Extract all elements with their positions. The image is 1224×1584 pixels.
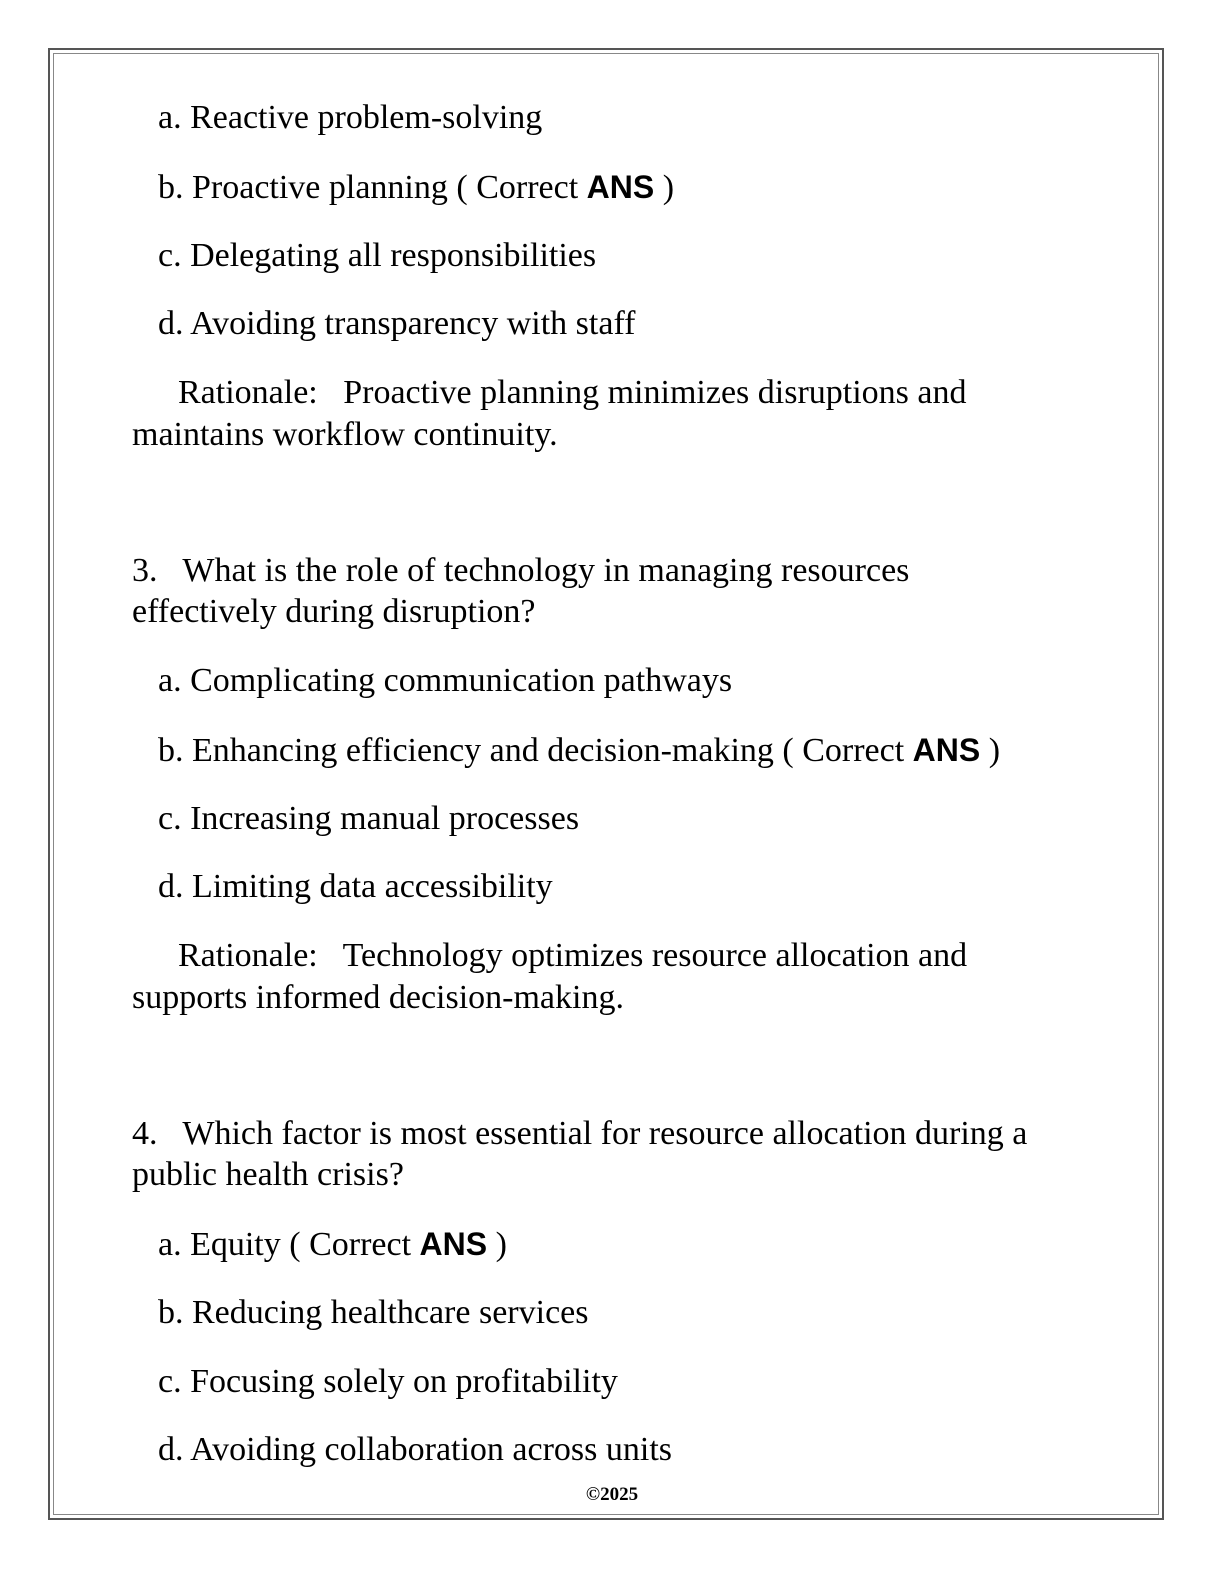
q3-question-line1 — [132, 551, 909, 591]
q2-option-b — [158, 167, 674, 208]
q3-option-d — [158, 867, 553, 907]
q2-option-d-text: d. Avoiding transparency with staff — [158, 305, 636, 342]
q3-rationale-text-1: Rationale: Technology optimizes resource allocation and — [178, 937, 968, 974]
q2-option-b-suffix: ) — [654, 169, 675, 206]
q2-option-a — [158, 98, 542, 138]
q4-option-a-text: a. Equity ( Correct — [158, 1226, 420, 1263]
q3-rationale-line1 — [178, 936, 967, 976]
q3-option-a — [158, 661, 732, 701]
q4-question-line1 — [132, 1114, 1027, 1154]
q4-option-c-text: c. Focusing solely on profitability — [158, 1363, 618, 1400]
q4-correct-answer-label: ANS — [419, 1226, 488, 1262]
q4-option-b — [158, 1293, 588, 1333]
q3-question-line2 — [132, 592, 535, 632]
q3-rationale-line2 — [132, 978, 624, 1018]
q2-option-c — [158, 236, 596, 276]
q4-question-line2 — [132, 1155, 404, 1195]
q2-rationale-line2 — [132, 415, 558, 455]
q3-option-b-text: b. Enhancing efficiency and decision-making ( Correct — [158, 732, 913, 769]
q4-option-c — [158, 1362, 618, 1402]
q2-option-b-text: b. Proactive planning ( Correct — [158, 169, 587, 206]
q3-question-text-2: effectively during disruption? — [132, 593, 536, 630]
q2-option-c-text: c. Delegating all responsibilities — [158, 237, 597, 274]
q3-rationale-text-2: supports informed decision-making. — [132, 979, 624, 1016]
q3-question-text-1: 3. What is the role of technology in managing resources — [132, 552, 910, 589]
q3-correct-answer-label: ANS — [912, 732, 981, 768]
q3-option-b — [158, 730, 1000, 771]
q4-option-a — [158, 1224, 507, 1265]
q3-option-b-suffix: ) — [980, 732, 1001, 769]
q3-option-d-text: d. Limiting data accessibility — [158, 868, 553, 905]
q2-rationale-text-2: maintains workflow continuity. — [132, 416, 558, 453]
q2-rationale-line1 — [178, 373, 966, 413]
q4-option-b-text: b. Reducing healthcare services — [158, 1294, 589, 1331]
q2-correct-answer-label: ANS — [586, 169, 655, 205]
q4-question-text-2: public health crisis? — [132, 1156, 404, 1193]
q3-option-c-text: c. Increasing manual processes — [158, 800, 580, 837]
q4-option-d-text: d. Avoiding collaboration across units — [158, 1431, 673, 1468]
q2-option-a-text: a. Reactive problem-solving — [158, 99, 543, 136]
copyright-footer: ©2025 — [585, 1484, 639, 1505]
q2-option-d — [158, 304, 635, 344]
q4-question-text-1: 4. Which factor is most essential for resource allocation during a — [132, 1115, 1028, 1152]
q3-option-a-text: a. Complicating communication pathways — [158, 662, 733, 699]
q2-rationale-text-1: Rationale: Proactive planning minimizes disruptions and — [178, 374, 967, 411]
q3-option-c — [158, 799, 579, 839]
q4-option-d — [158, 1430, 672, 1470]
q4-option-a-suffix: ) — [487, 1226, 507, 1263]
